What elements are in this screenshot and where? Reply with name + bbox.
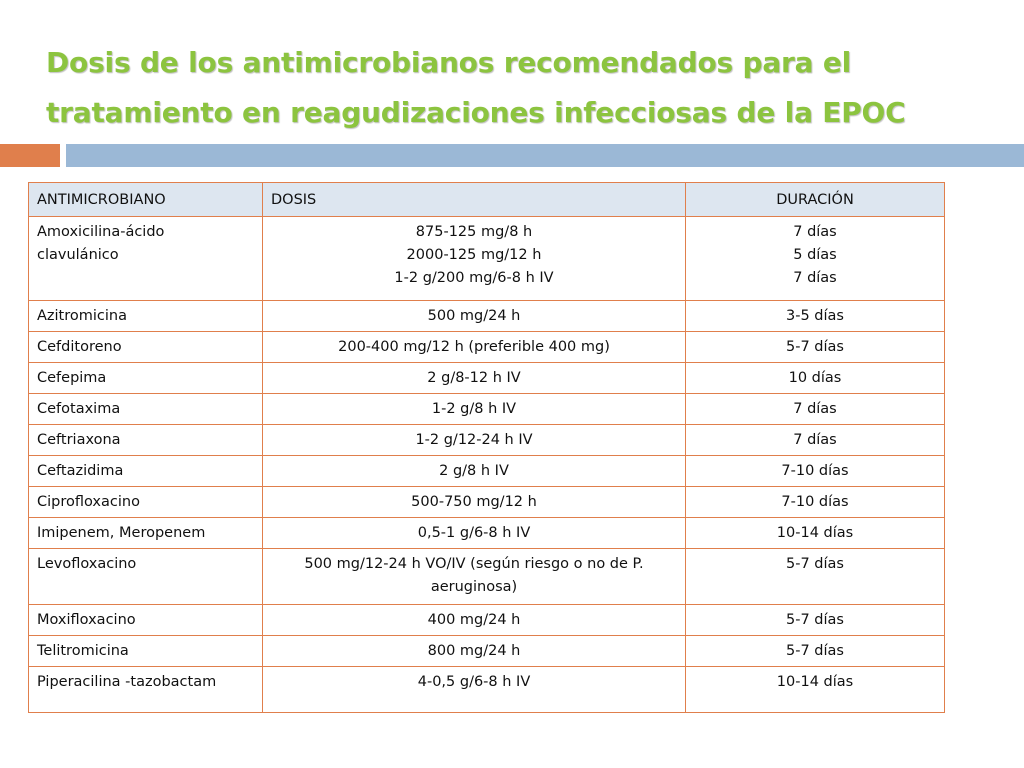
table-row xyxy=(29,217,945,301)
duration-value: 7-10 días xyxy=(686,487,945,518)
dose-value: 875-125 mg/8 h xyxy=(415,224,533,240)
table-row xyxy=(29,394,945,425)
header-antimicrobiano: ANTIMICROBIANO xyxy=(29,183,263,217)
table-row xyxy=(29,549,945,605)
duration-value: 7 días xyxy=(686,394,945,425)
slide-title-line-1: Dosis de los antimicrobianos recomendados para el xyxy=(46,46,852,79)
table-row xyxy=(29,636,945,667)
table-row xyxy=(29,456,945,487)
duration-value: 10-14 días xyxy=(686,518,945,549)
duration-value: 10-14 días xyxy=(686,667,945,713)
header-dosis: DOSIS xyxy=(263,183,686,217)
dose-value: 0,5-1 g/6-8 h IV xyxy=(263,518,686,549)
duration-value: 10 días xyxy=(686,363,945,394)
dose-value: 1-2 g/8 h IV xyxy=(263,394,686,425)
drug-name: Ceftriaxona xyxy=(29,425,263,456)
drug-name: Telitromicina xyxy=(29,636,263,667)
dose-value: 2 g/8 h IV xyxy=(263,456,686,487)
header-duracion: DURACIÓN xyxy=(686,183,945,217)
duration-value: 5-7 días xyxy=(686,605,945,636)
duration-cell xyxy=(686,217,945,301)
table-header-row xyxy=(29,183,945,217)
dose-value: 400 mg/24 h xyxy=(263,605,686,636)
drug-name: Cefotaxima xyxy=(29,394,263,425)
drug-name: Ceftazidima xyxy=(29,456,263,487)
dose-value: 500-750 mg/12 h xyxy=(263,487,686,518)
accent-bar-orange xyxy=(0,144,60,167)
dose-value: 2000-125 mg/12 h xyxy=(406,247,542,263)
dose-value: 500 mg/12-24 h VO/IV (según riesgo o no de P. xyxy=(304,556,644,572)
table-row xyxy=(29,487,945,518)
drug-name: Moxifloxacino xyxy=(29,605,263,636)
drug-name: Amoxicilina-ácido xyxy=(37,224,165,240)
duration-value: 5-7 días xyxy=(686,636,945,667)
table-row xyxy=(29,425,945,456)
duration-value: 7 días xyxy=(793,270,837,286)
slide-title-line-2: tratamiento en reagudizaciones infecciosas de la EPOC xyxy=(46,96,906,129)
accent-bar-blue xyxy=(66,144,1024,167)
antimicrobial-dose-table xyxy=(28,182,945,713)
table-row xyxy=(29,332,945,363)
dose-value: 4-0,5 g/6-8 h IV xyxy=(263,667,686,713)
dose-cell xyxy=(263,217,686,301)
dose-cell xyxy=(263,549,686,605)
table-row xyxy=(29,363,945,394)
table-row xyxy=(29,667,945,713)
dose-value: 2 g/8-12 h IV xyxy=(263,363,686,394)
drug-name: clavulánico xyxy=(37,247,119,263)
drug-name: Cefditoreno xyxy=(29,332,263,363)
drug-name-cell xyxy=(29,217,263,301)
dose-value: 1-2 g/200 mg/6-8 h IV xyxy=(394,270,554,286)
drug-name: Azitromicina xyxy=(29,301,263,332)
drug-name: Imipenem, Meropenem xyxy=(29,518,263,549)
drug-name: Cefepima xyxy=(29,363,263,394)
dose-value: aeruginosa) xyxy=(430,579,518,595)
dose-value: 800 mg/24 h xyxy=(263,636,686,667)
drug-name: Ciprofloxacino xyxy=(29,487,263,518)
duration-value: 5 días xyxy=(793,247,837,263)
drug-name: Piperacilina -tazobactam xyxy=(29,667,263,713)
duration-value: 7-10 días xyxy=(686,456,945,487)
slide-title xyxy=(46,38,1006,138)
duration-value: 7 días xyxy=(686,425,945,456)
table-row xyxy=(29,605,945,636)
dose-value: 200-400 mg/12 h (preferible 400 mg) xyxy=(263,332,686,363)
dose-value: 1-2 g/12-24 h IV xyxy=(263,425,686,456)
drug-name: Levofloxacino xyxy=(29,549,263,605)
duration-value: 7 días xyxy=(793,224,837,240)
duration-value: 5-7 días xyxy=(686,332,945,363)
table-row xyxy=(29,301,945,332)
duration-value: 3-5 días xyxy=(686,301,945,332)
duration-value: 5-7 días xyxy=(686,549,945,605)
dose-value: 500 mg/24 h xyxy=(263,301,686,332)
table-row xyxy=(29,518,945,549)
